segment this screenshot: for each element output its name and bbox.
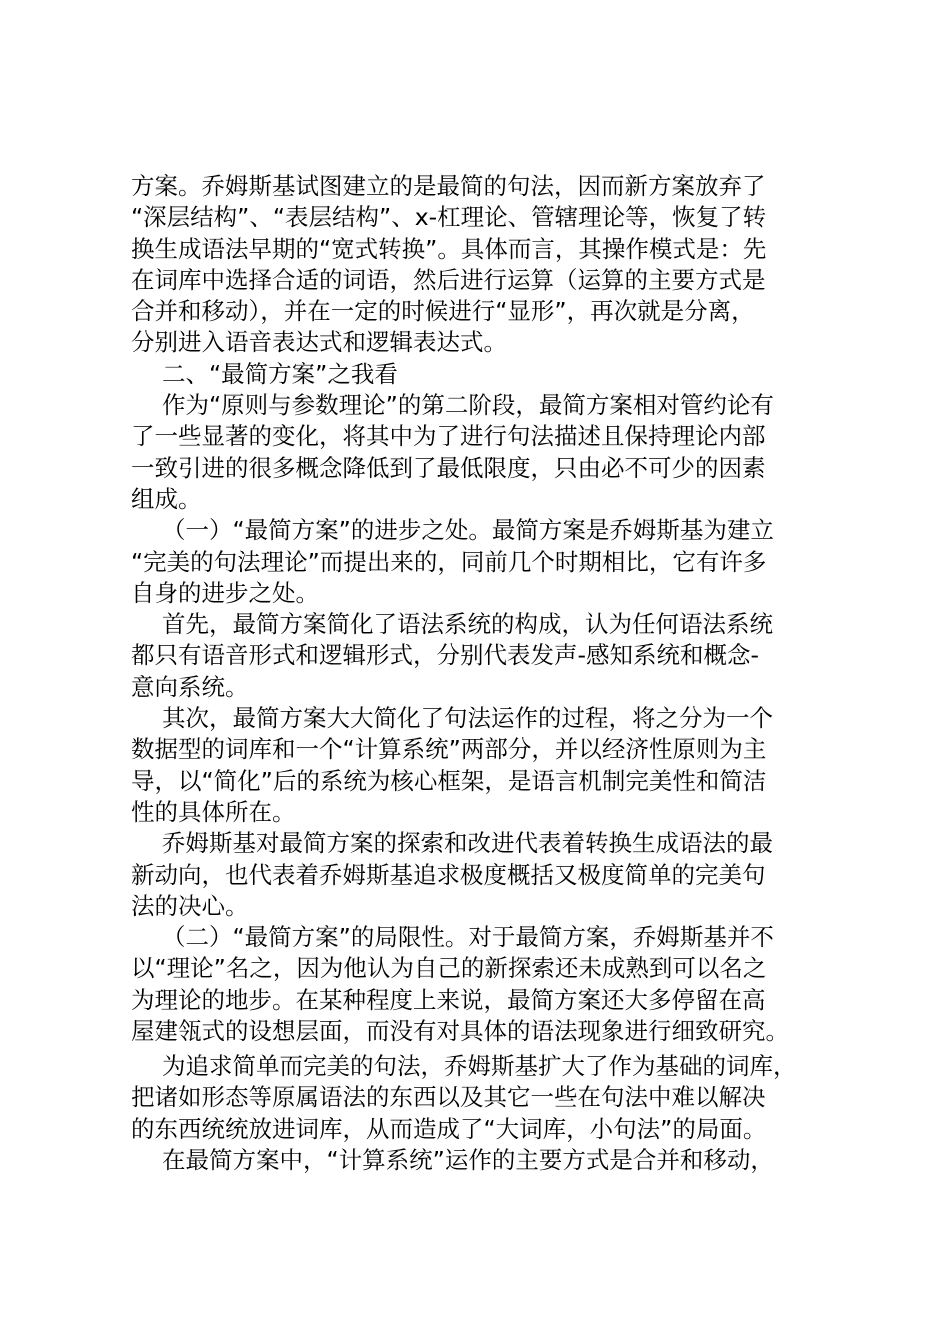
text-block-main — [131, 171, 831, 1047]
text-line: 性的具体所在。 — [131, 797, 296, 826]
section-heading: 二、“最简方案”之我看 — [162, 359, 398, 388]
text-line: 首先，最简方案简化了语法系统的构成，认为任何语法系统 — [162, 610, 773, 639]
text-line: 组成。 — [131, 484, 202, 513]
text-line: 为理论的地步。在某种程度上来说，最简方案还大多停留在高 — [131, 985, 766, 1014]
text-line: 数据型的词库和一个“计算系统”两部分，并以经济性原则为主 — [131, 735, 767, 764]
text-line: “深层结构”、“表层结构”、x-杠理论、管辖理论等，恢复了转 — [131, 203, 767, 232]
text-line: 屋建瓴式的设想层面，而没有对具体的语法现象进行细致研究。 — [131, 1017, 789, 1046]
subsection-heading: （二）“最简方案”的局限性。对于最简方案，乔姆斯基并不 — [162, 923, 774, 952]
text-block-continued — [131, 1051, 831, 1176]
text-line: 都只有语音形式和逻辑形式，分别代表发声-感知系统和概念- — [131, 641, 759, 670]
text-line: 把诸如形态等原属语法的东西以及其它一些在句法中难以解决 — [131, 1083, 766, 1112]
text-line: 换生成语法早期的“宽式转换”。具体而言，其操作模式是：先 — [131, 234, 767, 263]
text-line: 在最简方案中，“计算系统”运作的主要方式是合并和移动， — [162, 1145, 774, 1174]
text-line: 分别进入语音表达式和逻辑表达式。 — [131, 328, 507, 357]
text-line: 合并和移动），并在一定的时候进行“显形”，再次就是分离， — [131, 297, 755, 326]
text-line: 的东西统统放进词库，从而造成了“大词库，小句法”的局面。 — [131, 1114, 767, 1143]
subsection-heading: （一）“最简方案”的进步之处。最简方案是乔姆斯基为建立 — [162, 516, 774, 545]
text-line: 其次，最简方案大大简化了句法运作的过程，将之分为一个 — [162, 704, 773, 733]
text-line: 导，以“简化”后的系统为核心框架，是语言机制完美性和简洁 — [131, 766, 767, 795]
text-line: 为追求简单而完美的句法，乔姆斯基扩大了作为基础的词库， — [162, 1052, 797, 1080]
text-line: 方案。乔姆斯基试图建立的是最简的句法，因而新方案放弃了 — [131, 172, 766, 200]
text-line: 意向系统。 — [131, 672, 249, 701]
text-line: 一致引进的很多概念降低到了最低限度，只由必不可少的因素 — [131, 453, 766, 482]
text-line: 在词库中选择合适的词语，然后进行运算（运算的主要方式是 — [131, 265, 766, 294]
text-line: 法的决心。 — [131, 891, 249, 920]
text-line: 了一些显著的变化，将其中为了进行句法描述且保持理论内部 — [131, 422, 766, 451]
text-line: 新动向，也代表着乔姆斯基追求极度概括又极度简单的完美句 — [131, 860, 766, 889]
text-line: 以“理论”名之，因为他认为自己的新探索还未成熟到可以名之 — [131, 954, 767, 983]
text-line: 自身的进步之处。 — [131, 578, 319, 607]
text-line: 作为“原则与参数理论”的第二阶段，最简方案相对管约论有 — [162, 391, 774, 420]
text-line: 乔姆斯基对最简方案的探索和改进代表着转换生成语法的最 — [162, 829, 773, 858]
text-line: “完美的句法理论”而提出来的，同前几个时期相比，它有许多 — [131, 547, 767, 576]
